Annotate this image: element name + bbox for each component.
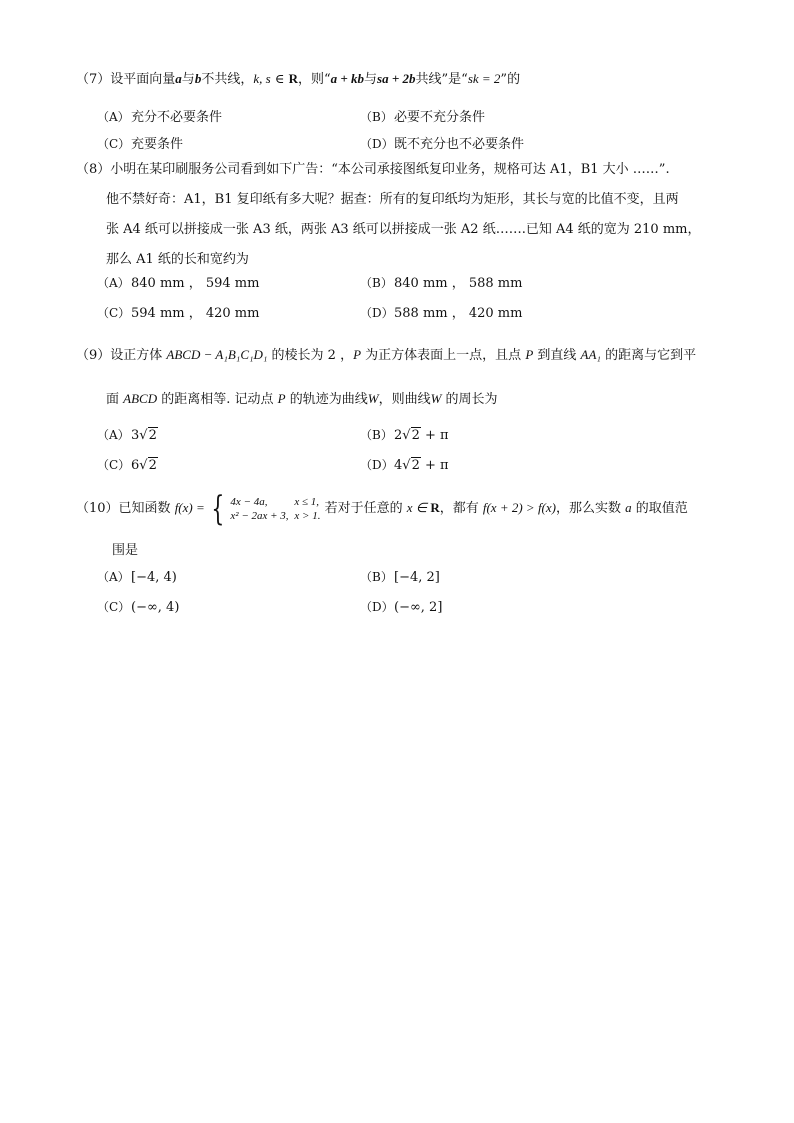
option-A[interactable] — [97, 424, 158, 447]
option-D[interactable] — [360, 302, 522, 325]
math-in: ∈ — [270, 72, 289, 87]
sqrt-sign: √ — [402, 458, 411, 473]
option-suffix: + π — [420, 458, 449, 473]
q10-text: 若对于任意的 — [320, 501, 407, 516]
math-expr: a + kb — [330, 71, 365, 86]
option-text: 840 mm ， 594 mm — [131, 276, 260, 291]
q9-text: ，则曲线 — [378, 392, 431, 407]
q9-text: 的距离与它到平 — [600, 348, 697, 363]
q7-text: 不共线， — [201, 72, 254, 87]
q8-line: 小明在某印刷服务公司看到如下广告：“本公司承接图纸复印业务，规格可达 A1，B1 大小 ……”. — [110, 162, 670, 177]
q10-text: ，那么实数 — [555, 501, 626, 516]
option-label: （A） — [97, 570, 130, 584]
q7-text: 共线”是“ — [415, 72, 468, 87]
q7-text: ”的 — [500, 72, 521, 87]
option-label: （B） — [360, 276, 393, 290]
q9-text: 到直线 — [533, 348, 581, 363]
q9-text: 的距离相等. 记动点 — [157, 392, 278, 407]
sqrt-sign: √ — [139, 458, 148, 473]
q10-options-row-1 — [97, 566, 717, 588]
sqrt-sign: √ — [402, 428, 411, 443]
question-9-stem-line2 — [76, 384, 726, 415]
question-10-stem-line2: 围是 — [112, 543, 139, 558]
q7-text: 与 — [364, 72, 378, 87]
math-P: P — [353, 347, 362, 362]
math-W: W — [367, 391, 379, 406]
q9-text: 的棱长为 2 ， — [267, 348, 354, 363]
option-coef: 3 — [131, 428, 140, 443]
sqrt-radicand: 2 — [148, 458, 157, 473]
option-suffix: + π — [420, 428, 449, 443]
q9-options-row-2 — [97, 454, 717, 476]
math-inequality: f(x + 2) > f(x) — [482, 500, 556, 515]
option-label: （B） — [360, 110, 393, 124]
option-label: （C） — [97, 458, 131, 472]
option-C[interactable] — [97, 596, 179, 619]
option-C[interactable] — [97, 133, 183, 156]
q8-options-row-2 — [97, 302, 717, 324]
math-AA1: AA₁ — [580, 347, 601, 362]
math-x-in: x ∈ — [406, 500, 431, 515]
case-cond: x > 1. — [294, 509, 321, 522]
q9-text: 的轨迹为曲线 — [285, 392, 368, 407]
sqrt-sign: √ — [139, 428, 148, 443]
option-B[interactable] — [360, 566, 440, 589]
question-10-stem — [76, 490, 726, 527]
option-C[interactable] — [97, 454, 158, 477]
option-label: （B） — [360, 428, 393, 442]
vector-a: a — [175, 71, 182, 86]
question-7-stem — [76, 64, 726, 95]
question-number: （8） — [76, 162, 111, 177]
option-coef: 4 — [394, 458, 403, 473]
option-A[interactable] — [97, 566, 177, 589]
question-number: （7） — [76, 72, 111, 87]
brace-icon: { — [211, 488, 225, 529]
question-9-stem — [76, 340, 726, 371]
option-text: (−∞, 2] — [394, 600, 443, 615]
math-W: W — [430, 391, 442, 406]
option-label: （B） — [360, 570, 393, 584]
option-label: （A） — [97, 276, 130, 290]
q10-text: ，都有 — [439, 501, 483, 516]
case-2 — [230, 509, 320, 523]
option-C[interactable] — [97, 302, 259, 325]
option-A[interactable] — [97, 106, 222, 129]
q8-line: 张 A4 纸可以拼接成一张 A3 纸，两张 A3 纸可以拼接成一张 A2 纸…….已知 A4 纸的宽为 210 mm， — [106, 222, 701, 237]
sqrt-radicand: 2 — [411, 458, 420, 473]
option-B[interactable] — [360, 424, 449, 447]
question-number: （9） — [76, 348, 111, 363]
option-B[interactable] — [360, 106, 485, 129]
q7-text: ，则“ — [297, 72, 331, 87]
math-R: R — [288, 71, 298, 86]
question-number: （10） — [76, 501, 119, 516]
case-1 — [230, 495, 320, 509]
q7-text: 与 — [181, 72, 195, 87]
q9-text: 面 — [106, 392, 124, 407]
option-B[interactable] — [360, 272, 522, 295]
q8-line: 他不禁好奇：A1，B1 复印纸有多大呢？据查：所有的复印纸均为矩形，其长与宽的比值不变，且两 — [106, 192, 679, 207]
math-expr: sa + 2b — [377, 71, 416, 86]
option-label: （C） — [97, 306, 131, 320]
math-a: a — [625, 500, 632, 515]
option-label: （D） — [360, 458, 394, 472]
option-text: [−4, 4) — [131, 570, 177, 585]
q7-options-row-1 — [97, 106, 717, 128]
option-coef: 6 — [131, 458, 140, 473]
option-text: 840 mm ， 588 mm — [394, 276, 523, 291]
option-text: 充分不必要条件 — [131, 110, 223, 125]
q10-options-row-2 — [97, 596, 717, 618]
option-text: 588 mm ， 420 mm — [394, 306, 523, 321]
math-P: P — [525, 347, 534, 362]
sqrt-radicand: 2 — [411, 428, 420, 443]
q7-options-row-2 — [97, 133, 717, 155]
math-P: P — [277, 391, 286, 406]
math-cube: ABCD − A₁B₁C₁D₁ — [166, 347, 268, 362]
option-text: 既不充分也不必要条件 — [394, 137, 525, 152]
case-expr: 4x − 4a, — [230, 495, 268, 508]
piecewise-function — [205, 488, 321, 529]
math-fx: f(x) = — [174, 500, 205, 515]
q8-options-row-1 — [97, 272, 717, 294]
option-label: （D） — [360, 137, 394, 151]
option-label: （C） — [97, 600, 131, 614]
q9-text: 为正方体表面上一点，且点 — [361, 348, 526, 363]
option-label: （A） — [97, 428, 130, 442]
math-expr: sk = 2 — [467, 71, 501, 86]
option-D[interactable] — [360, 454, 449, 477]
option-label: （C） — [97, 137, 131, 151]
piecewise-cases — [230, 495, 320, 523]
math-R: R — [430, 500, 440, 515]
q9-options-row-1 — [97, 424, 717, 446]
case-expr: x² − 2ax + 3, — [230, 509, 289, 522]
math-ABCD: ABCD — [123, 391, 158, 406]
q9-text: 的周长为 — [441, 392, 498, 407]
q8-line: 那么 A1 纸的长和宽约为 — [106, 252, 249, 267]
option-label: （A） — [97, 110, 130, 124]
option-A[interactable] — [97, 272, 259, 295]
option-D[interactable] — [360, 596, 442, 619]
q10-text: 已知函数 — [118, 501, 175, 516]
case-cond: x ≤ 1, — [294, 495, 320, 508]
math-k-s: k, s — [253, 71, 271, 86]
option-label: （D） — [360, 306, 394, 320]
question-8-stem — [76, 155, 726, 275]
option-text: 充要条件 — [131, 137, 184, 152]
option-text: 594 mm ， 420 mm — [131, 306, 260, 321]
option-text: [−4, 2] — [394, 570, 440, 585]
vector-b: b — [194, 71, 202, 86]
option-text: 必要不充分条件 — [394, 110, 486, 125]
option-label: （D） — [360, 600, 394, 614]
q10-text: 的取值范 — [631, 501, 688, 516]
option-D[interactable] — [360, 133, 524, 156]
q9-text: 设正方体 — [110, 348, 167, 363]
option-coef: 2 — [394, 428, 403, 443]
q7-text: 设平面向量 — [110, 72, 176, 87]
option-text: (−∞, 4) — [131, 600, 180, 615]
sqrt-radicand: 2 — [148, 428, 157, 443]
